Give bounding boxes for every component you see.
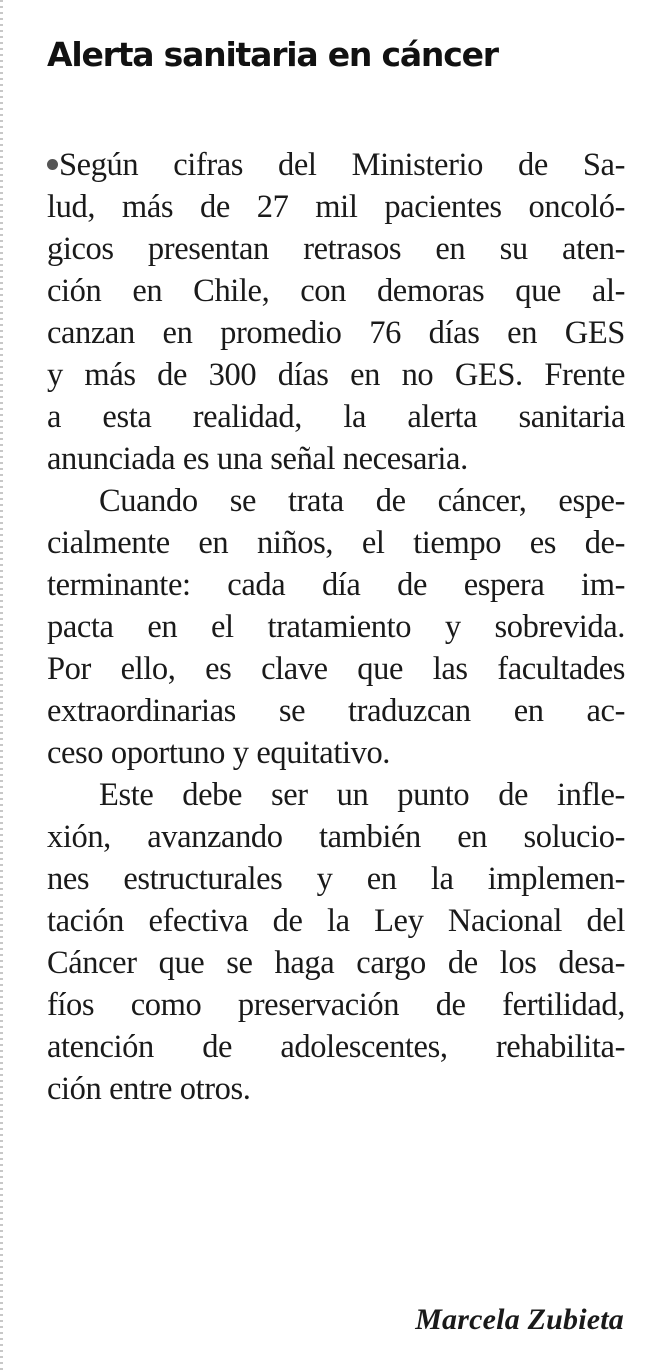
text-line: Por ello, es clave que las facultades [47,651,625,687]
article-body [47,144,625,1110]
bullet-icon [47,159,58,170]
text-line: y más de 300 días en no GES. Frente [47,357,625,393]
text-line: ción en Chile, con demoras que al- [47,273,625,309]
text-line: pacta en el tratamiento y sobrevida. [47,609,625,645]
text-line: Cáncer que se haga cargo de los desa- [47,945,625,981]
text-line: lud, más de 27 mil pacientes oncoló- [47,189,625,225]
column-divider [0,0,3,1372]
text-line: anunciada es una señal necesaria. [47,441,468,477]
text-line: xión, avanzando también en solucio- [47,819,625,855]
text-line: cialmente en niños, el tiempo es de- [47,525,625,561]
text-line: Este debe ser un punto de infle- [99,777,625,813]
article-headline: Alerta sanitaria en cáncer [47,35,498,74]
text-line: ceso oportuno y equitativo. [47,735,391,771]
text-line: terminante: cada día de espera im- [47,567,625,603]
text-line: fíos como preservación de fertilidad, [47,987,625,1023]
paragraph-2 [47,480,625,774]
text-line: gicos presentan retrasos en su aten- [47,231,625,267]
text-line: tación efectiva de la Ley Nacional del [47,903,625,939]
text-line: Cuando se trata de cáncer, espe- [99,483,625,519]
author-byline: Marcela Zubieta [415,1303,624,1336]
paragraph-3 [47,774,625,1110]
text-line: canzan en promedio 76 días en GES [47,315,625,351]
text-line: ción entre otros. [47,1071,251,1107]
paragraph-1 [47,144,625,480]
text-line: Según cifras del Ministerio de Sa- [47,144,625,186]
text-line: atención de adolescentes, rehabilita- [47,1029,625,1065]
text-line: a esta realidad, la alerta sanitaria [47,399,625,435]
text-line: nes estructurales y en la implemen- [47,861,625,897]
text-line: extraordinarias se traduzcan en ac- [47,693,625,729]
